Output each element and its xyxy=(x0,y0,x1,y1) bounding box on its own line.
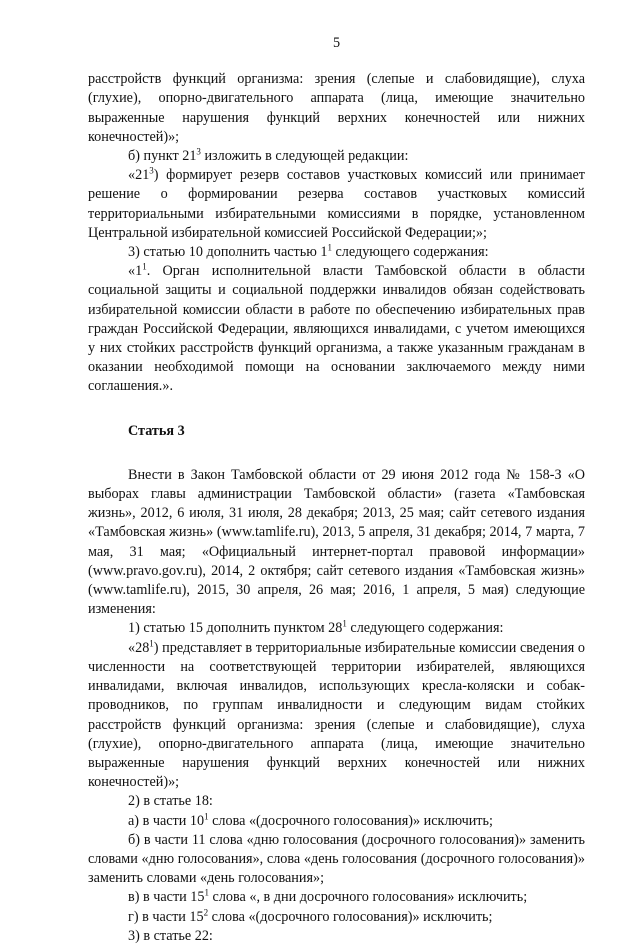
text-run: «1 xyxy=(128,263,143,280)
superscript: 3 xyxy=(196,146,201,157)
text-run: изложить в следующей редакции: xyxy=(200,148,409,165)
text-run: следующего содержания: xyxy=(346,620,504,637)
paragraph: расстройств функций организма: зрения (слепые и слабовидящие), слуха (глухие), опорно-двигательного аппарата (лица, имеющие значительно выраженные нарушения функций верхних конечностей или нижних конечностей)»; xyxy=(88,71,585,145)
superscript: 1 xyxy=(204,810,209,821)
paragraph xyxy=(88,166,585,243)
text-run: ) представляет в территориальные избирательные комиссии сведения о численности на соответствующей территории избирателей, являющихся инвалидами, включая инвалидов, использующих кресла-коляски и собак-проводников, по группам инвалидности и следующим видам стойких расстройств функций организма: зрения (слепые и слабовидящие), слуха (глухие), опорно-двигательного аппарата (лица, имеющие значительно выраженные нарушения функций верхних конечностей или нижних конечностей)»; xyxy=(88,639,585,791)
text-run: 1) статью 15 дополнить пунктом 28 xyxy=(128,620,343,637)
paragraph: Внести в Закон Тамбовской области от 29 июня 2012 года № 158-З «О выборах главы администрации Тамбовской области» (газета «Тамбовская жизнь», 2012, 6 июля, 31 июля, 28 декабря; 2013, 25 мая; сайт сетевого издания «Тамбовская жизнь» (www.tamlife.ru), 2013, 5 апреля, 31 декабря; 2014, 7 марта, 7 мая, 31 мая; «Официальный интернет-портал правовой информации» (www.pravo.gov.ru), 2014, 2 октября; сайт сетевого издания «Тамбовская жизнь» (www.tamlife.ru), 2015, 30 апреля, 26 мая; 2016, 1 апреля, 5 мая) следующие изменения: xyxy=(88,466,585,618)
superscript: 1 xyxy=(342,618,347,629)
text-run: в) в части 15 xyxy=(128,889,205,906)
superscript: 1 xyxy=(204,887,209,898)
superscript: 1 xyxy=(327,242,332,253)
text-run: б) пункт 21 xyxy=(128,148,197,165)
paragraph xyxy=(88,639,585,793)
text-run: а) в части 10 xyxy=(128,812,205,829)
text-run: слова «(досрочного голосования)» исключить; xyxy=(208,812,493,829)
text-run: 3) статью 10 дополнить частью 1 xyxy=(128,244,328,261)
paragraph: 3) в статье 22: xyxy=(128,927,213,944)
text-run: следующего содержания: xyxy=(331,244,489,261)
text-run: слова «, в дни досрочного голосования» исключить; xyxy=(208,889,528,906)
text-run: г) в части 15 xyxy=(128,908,204,925)
paragraph xyxy=(88,243,585,262)
paragraph xyxy=(88,908,585,927)
text-run: слова «(досрочного голосования)» исключить; xyxy=(208,908,493,925)
paragraph: 2) в статье 18: xyxy=(128,793,213,810)
superscript: 3 xyxy=(149,165,154,176)
superscript: 1 xyxy=(149,637,154,648)
paragraph xyxy=(88,812,585,831)
superscript: 1 xyxy=(142,261,147,272)
paragraph xyxy=(88,147,585,166)
text-run: . Орган исполнительной власти Тамбовской области в области социальной защиты и социальной поддержки инвалидов обязан содействовать избирательной комиссии области в работе по обеспечению избирательных прав граждан Российской Федерации, являющихся инвалидами, с учетом имеющихся у них стойких расстройств функций организма, а также указанным гражданам в оказании необходимой помощи на основании заключаемого между ними соглашения.». xyxy=(88,263,585,395)
text-run: ) формирует резерв составов участковых комиссий или принимает решение о формировании резерва составов участковых комиссий территориальными избирательными комиссиями в порядке, установленном Центральной избирательной комиссией Российской Федерации;»; xyxy=(88,167,585,241)
text-run: «28 xyxy=(128,639,150,656)
paragraph xyxy=(88,262,585,396)
paragraph xyxy=(88,619,585,638)
article-heading: Статья 3 xyxy=(128,422,185,439)
paragraph: б) в части 11 слова «дню голосования (досрочного голосования)» заменить словами «дню голосования», слова «день голосования (досрочного голосования)» заменить словами «день голосования»; xyxy=(88,831,585,887)
text-run: «21 xyxy=(128,167,150,184)
superscript: 2 xyxy=(203,906,209,917)
page-number: 5 xyxy=(332,35,341,51)
